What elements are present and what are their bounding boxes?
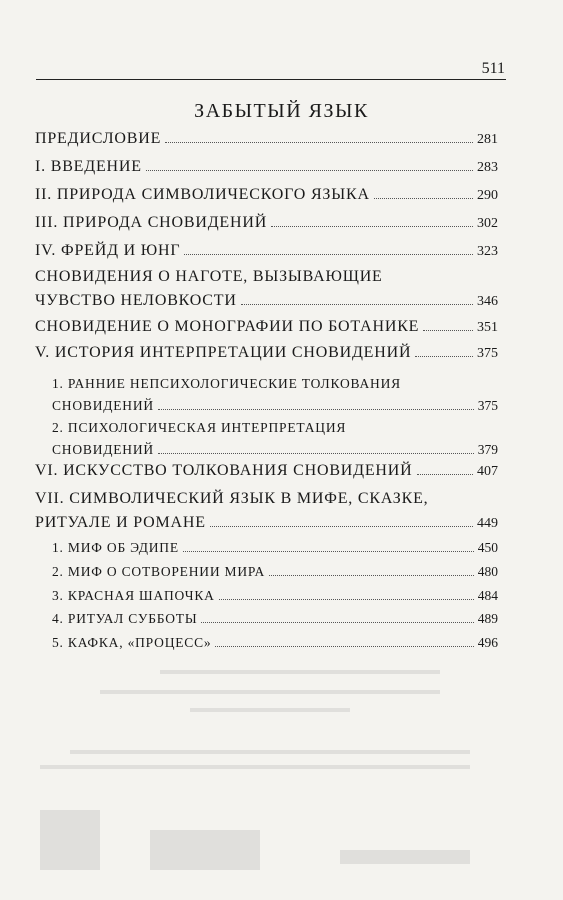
toc-entry-title: IV. ФРЕЙД И ЮНГ	[35, 242, 181, 259]
dot-leader	[183, 551, 474, 552]
dot-leader	[184, 254, 473, 255]
toc-entry-page: 450	[477, 540, 498, 555]
toc-entry-title: II. ПРИРОДА СИМВОЛИЧЕСКОГО ЯЗЫКА	[35, 186, 370, 203]
toc-entry-title: I. ВВЕДЕНИЕ	[35, 158, 142, 175]
dot-leader	[158, 409, 474, 410]
toc-entry-title: 2. МИФ О СОТВОРЕНИИ МИРА	[52, 564, 266, 579]
dot-leader	[215, 646, 473, 647]
toc-entry-title: СНОВИДЕНИЙ	[52, 442, 154, 457]
toc-entry-page: 281	[477, 132, 498, 147]
dot-leader	[269, 575, 474, 576]
toc-entry-title: 4. РИТУАЛ СУББОТЫ	[52, 611, 198, 626]
toc-entry-page: 375	[477, 346, 498, 361]
toc-title: ЗАБЫТЫЙ ЯЗЫК	[194, 100, 369, 122]
toc-entry-page: 449	[477, 516, 498, 531]
dot-leader	[210, 526, 473, 527]
toc-entry-page: 290	[477, 188, 498, 203]
page-number: 511	[481, 60, 505, 77]
toc-entry-title: 2. ПСИХОЛОГИЧЕСКАЯ ИНТЕРПРЕТАЦИЯ	[52, 420, 347, 435]
toc-entry-page: 480	[477, 564, 498, 579]
toc-entry-title: 1. МИФ ОБ ЭДИПЕ	[52, 540, 179, 555]
toc-entry-page: 496	[477, 635, 498, 650]
dot-leader	[165, 142, 473, 143]
toc-entry-title: 1. РАННИЕ НЕПСИХОЛОГИЧЕСКИЕ ТОЛКОВАНИЯ	[52, 376, 401, 391]
dot-leader	[423, 330, 473, 331]
toc-entry-page: 302	[477, 216, 498, 231]
show-through-background	[40, 660, 500, 880]
toc-entry-page: 351	[477, 320, 498, 335]
toc-entry-title: СНОВИДЕНИЕ О МОНОГРАФИИ ПО БОТАНИКЕ	[35, 318, 420, 335]
toc-entry-page: 323	[477, 244, 498, 259]
dot-leader	[415, 356, 473, 357]
toc-entry-title: 3. КРАСНАЯ ШАПОЧКА	[52, 588, 215, 603]
toc-entry-title: VI. ИСКУССТВО ТОЛКОВАНИЯ СНОВИДЕНИЙ	[35, 462, 413, 479]
toc-entry-page: 346	[477, 294, 498, 309]
toc-entry-page: 379	[477, 442, 498, 457]
toc-entry-title: ПРЕДИСЛОВИЕ	[35, 130, 162, 147]
toc-entry-title: III. ПРИРОДА СНОВИДЕНИЙ	[35, 214, 268, 231]
toc-entry-title: V. ИСТОРИЯ ИНТЕРПРЕТАЦИИ СНОВИДЕНИЙ	[35, 344, 412, 361]
dot-leader	[271, 226, 473, 227]
toc-entry-title: 5. КАФКА, «ПРОЦЕСС»	[52, 635, 212, 650]
toc-entry-page: 283	[477, 160, 498, 175]
dot-leader	[219, 599, 474, 600]
toc-entry-title: СНОВИДЕНИЯ О НАГОТЕ, ВЫЗЫВАЮЩИЕ	[35, 268, 383, 285]
toc-entry-page: 489	[477, 611, 498, 626]
dot-leader	[241, 304, 473, 305]
toc-entry-title: VII. СИМВОЛИЧЕСКИЙ ЯЗЫК В МИФЕ, СКАЗКЕ,	[35, 490, 429, 507]
toc-entry-title: СНОВИДЕНИЙ	[52, 398, 154, 413]
toc-entry-title: РИТУАЛЕ И РОМАНЕ	[35, 514, 206, 531]
toc-entry-title: ЧУВСТВО НЕЛОВКОСТИ	[35, 292, 237, 309]
dot-leader	[201, 622, 473, 623]
dot-leader	[158, 453, 474, 454]
toc-entry-page: 484	[477, 588, 498, 603]
toc-entry-page: 407	[477, 464, 498, 479]
dot-leader	[146, 170, 473, 171]
toc-entry-page: 375	[477, 398, 498, 413]
top-rule	[36, 79, 506, 80]
dot-leader	[374, 198, 473, 199]
dot-leader	[417, 474, 474, 475]
